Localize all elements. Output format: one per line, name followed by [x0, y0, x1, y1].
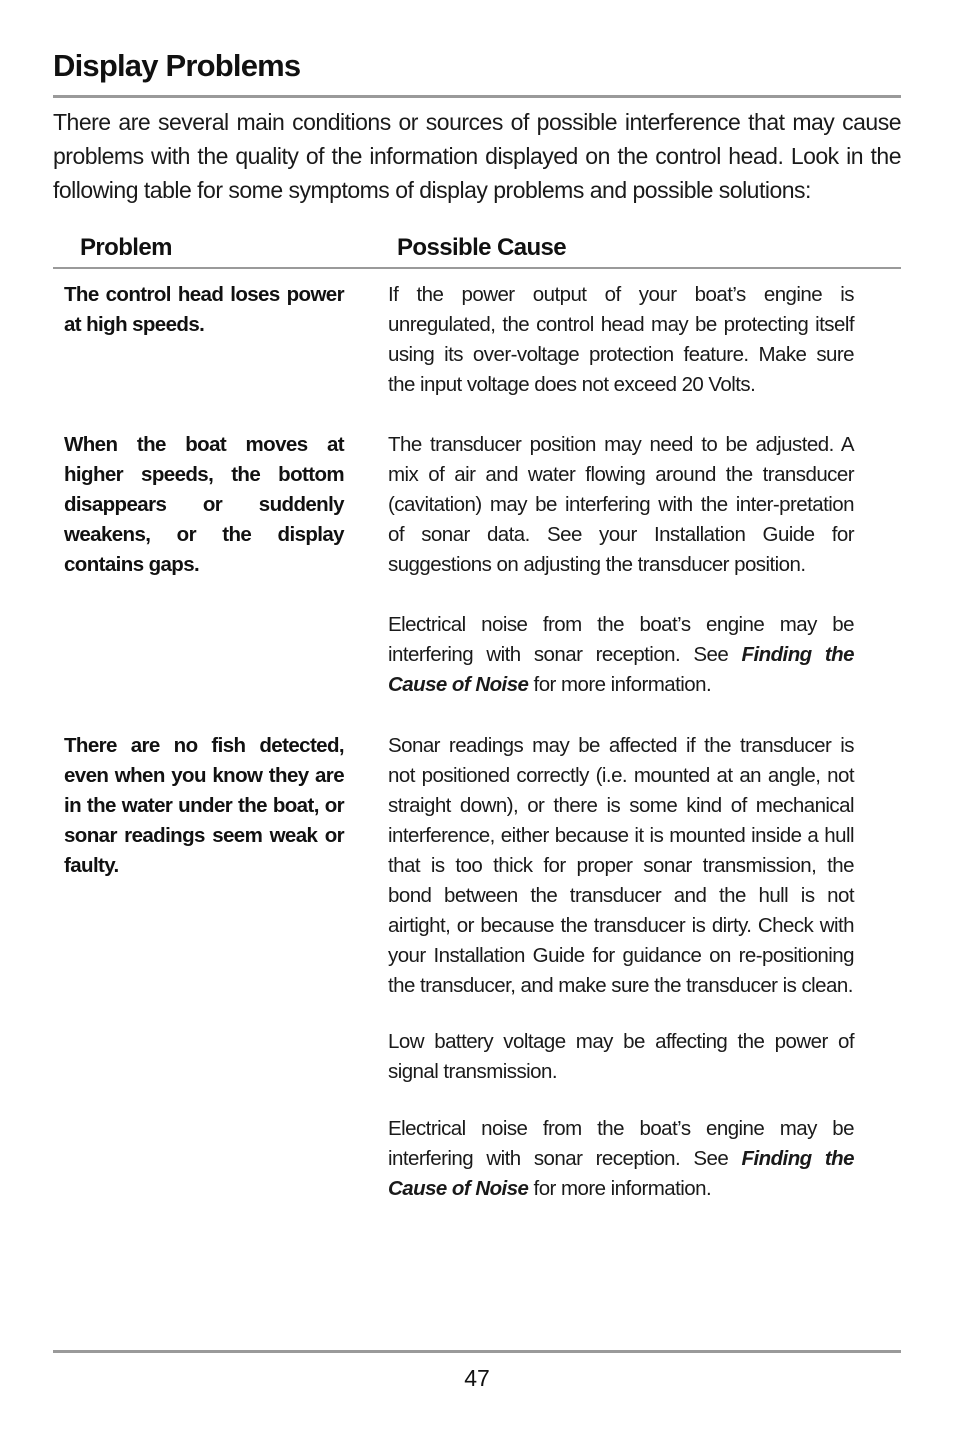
- title-divider: [53, 95, 901, 98]
- cause-suffix: for more information.: [528, 673, 712, 696]
- cause-sonar-readings: Sonar readings may be affected if the transducer is not positioned correctly (i.e. mounted at an angle, not straight down), or there is some kind of mechanical interference, either because it is mounted inside a hull that is too thick for proper sonar transmission, the bond between the transducer and the hull is not airtight, or because the transducer is dirty. Check with your Installation Guide for guidance on re-positioning the transducer, and make sure the transducer is clean.: [388, 734, 854, 997]
- intro-paragraph: There are several main conditions or sources of possible interference that may cause problems with the quality of the information displayed on the control head. Look in the following table for some symptoms of display problems and possible solutions:: [53, 109, 901, 203]
- cause-electrical-noise-2: [388, 1114, 854, 1204]
- cause-column-header: Possible Cause: [397, 234, 567, 261]
- problem-column-header: Problem: [80, 234, 172, 261]
- page-number: 47: [464, 1365, 490, 1391]
- footer-divider: [53, 1350, 901, 1353]
- problem-power-loss: The control head loses power at high speeds.: [64, 283, 344, 336]
- cause-electrical-noise: [388, 610, 854, 700]
- problem-bottom-disappears: When the boat moves at higher speeds, the bottom disappears or suddenly weakens, or the display contains gaps.: [64, 433, 344, 576]
- cause-text: Electrical noise from the boat’s engine may be interfering with sonar reception. See: [388, 1117, 854, 1170]
- page-title: Display Problems: [53, 48, 301, 83]
- cause-low-battery: Low battery voltage may be affecting the power of signal transmission.: [388, 1030, 854, 1083]
- cause-suffix: for more information.: [528, 1177, 712, 1200]
- finding-noise-link[interactable]: Finding the Cause of Noise: [388, 1147, 854, 1200]
- table-header-divider: [53, 267, 901, 269]
- finding-noise-link[interactable]: Finding the Cause of Noise: [388, 643, 854, 696]
- cause-transducer-position: The transducer position may need to be adjusted. A mix of air and water flowing around the transducer (cavitation) may be interfering with the inter-pretation of sonar data. See your Installation Guide for suggestions on adjusting the transducer position.: [388, 433, 854, 576]
- problem-no-fish: There are no fish detected, even when you know they are in the water under the boat, or sonar readings seem weak or faulty.: [64, 734, 344, 877]
- cause-text: Electrical noise from the boat’s engine may be interfering with sonar reception. See: [388, 613, 854, 666]
- cause-over-voltage: If the power output of your boat’s engine is unregulated, the control head may be protecting itself using its over-voltage protection feature. Make sure the input voltage does not exceed 20 Volts.: [388, 283, 854, 396]
